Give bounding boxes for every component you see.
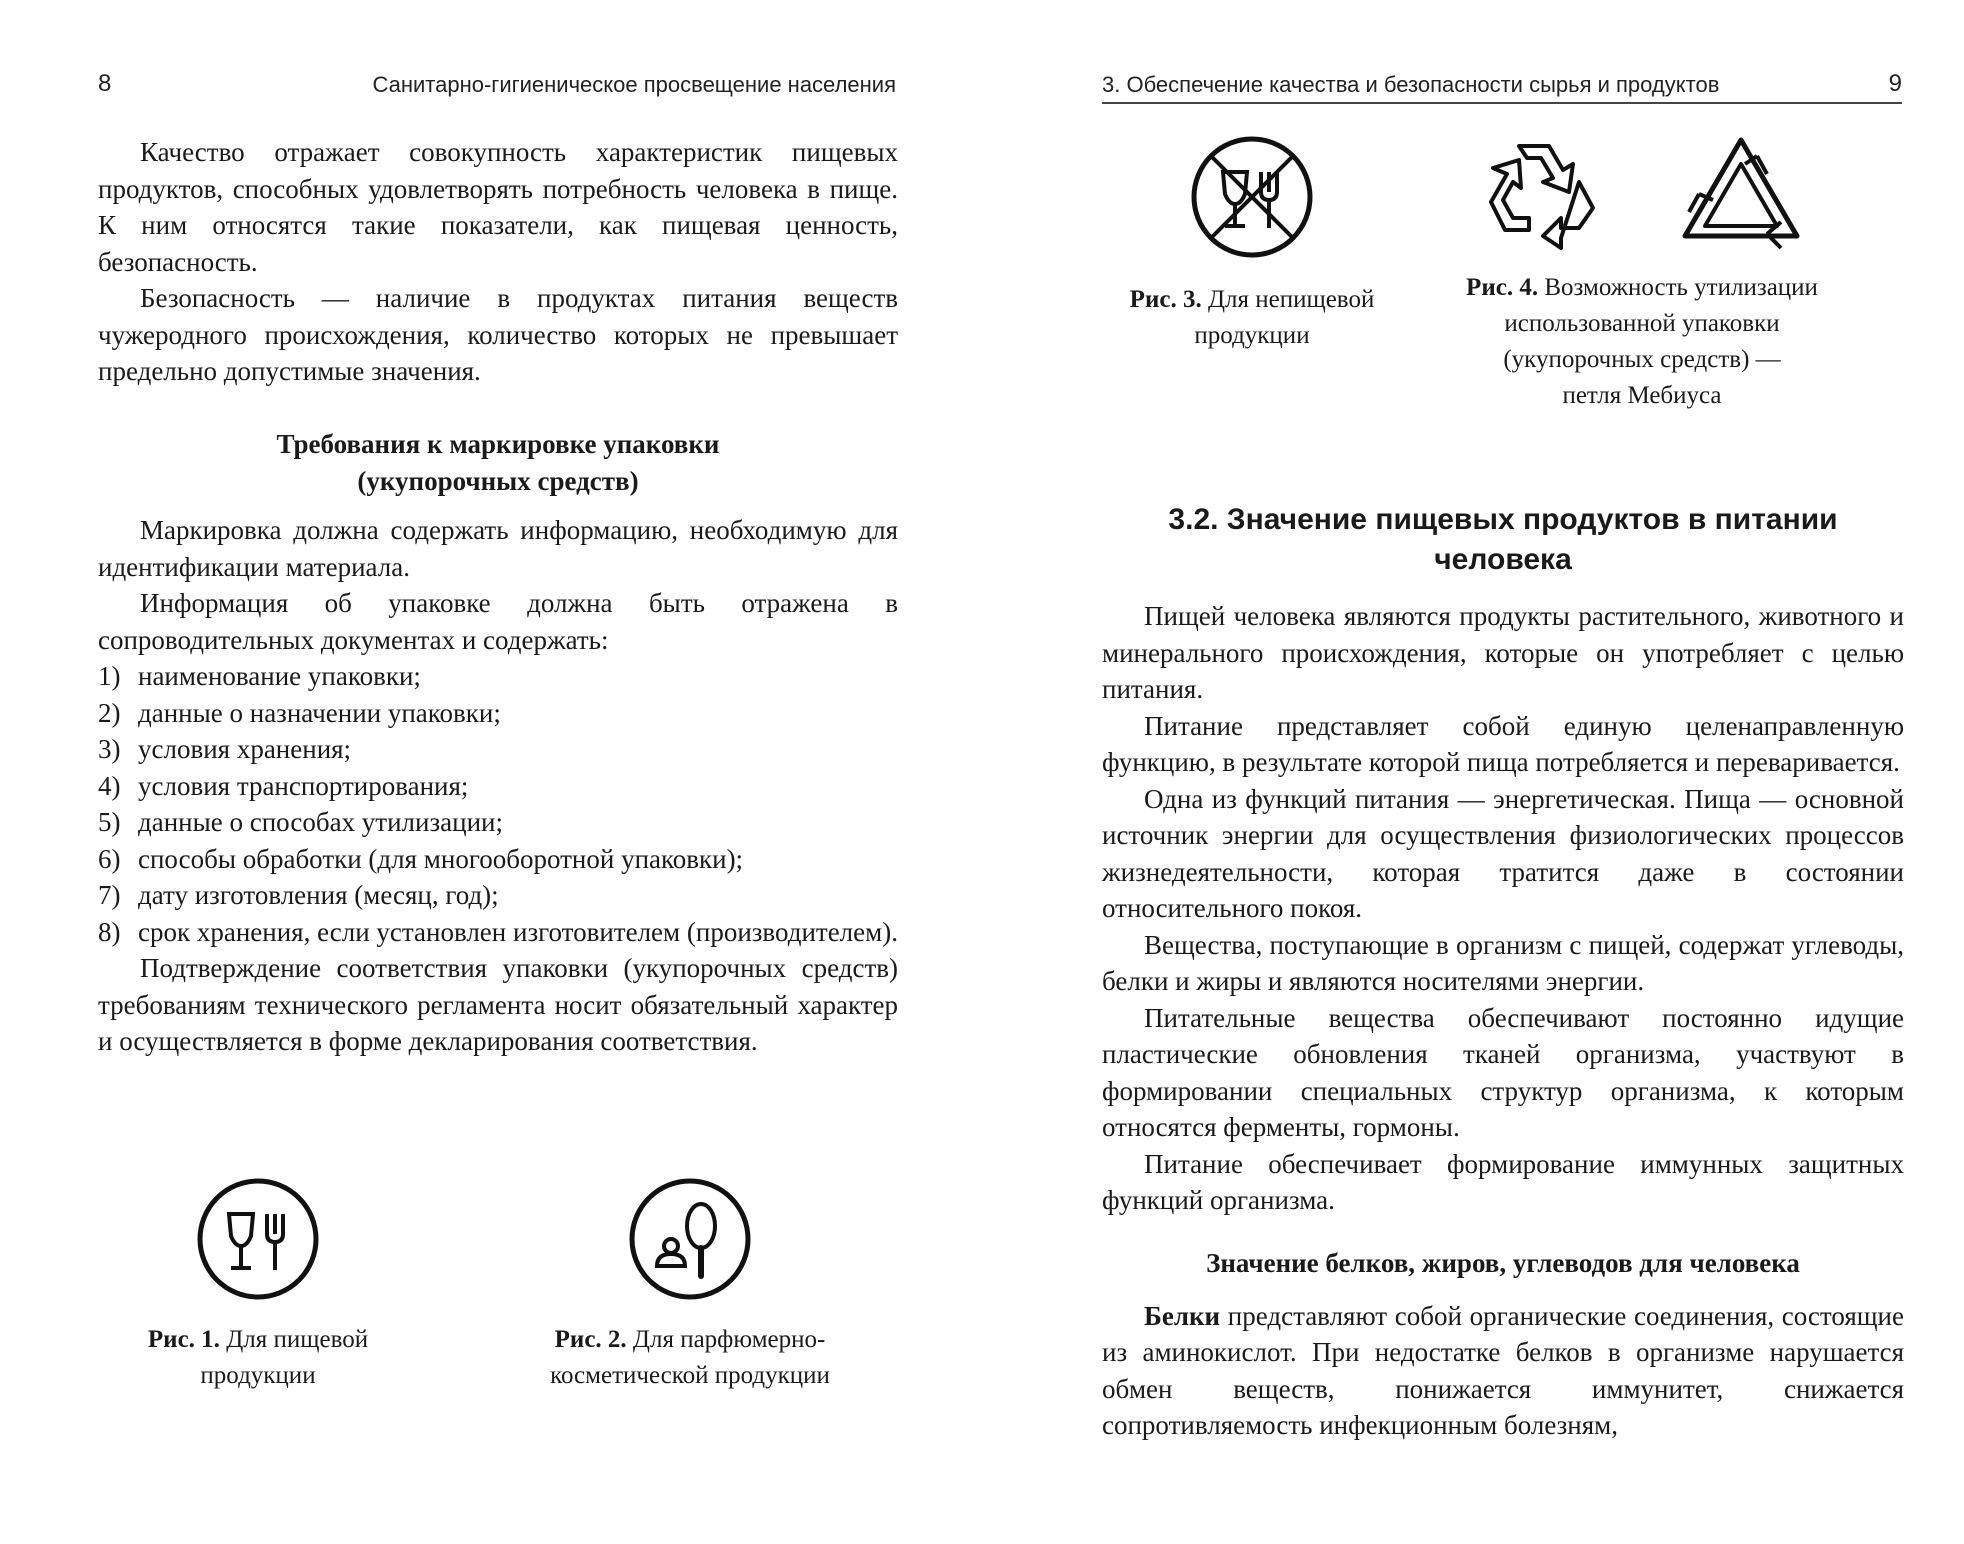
- paragraph-proteins: Белки представляют собой органические соединения, состоящие из аминокислот. При недостатке белков в организме нарушается обмен веществ, понижается иммунитет, снижается сопротивляемость инфекционным болезням,: [1102, 1300, 1904, 1440]
- heading-labeling: Требования к маркировке упаковки (укупорочных средств): [276, 429, 720, 496]
- paragraph-conformity: Подтверждение соответствия упаковки (укупорочных средств) требованиям технического регламента носит обязательный характер и осуществляется в форме декларирования соответствия.: [98, 953, 898, 1056]
- paragraph-food: Пищей человека являются продукты растительного, животного и минерального происхождения, которые он употребляет с целью питания.: [1102, 601, 1904, 704]
- figure-2: Рис. 2. Для парфюмерно- косметической продукции: [520, 1176, 860, 1394]
- paragraph-safety: Безопасность — наличие в продуктах питания веществ чужеродного происхождения, количество которых не превышает предельно допустимые значения.: [98, 283, 898, 386]
- running-head-right: [1102, 58, 1902, 104]
- paragraph-nutrients: Питательные вещества обеспечивают постоянно идущие пластические обновления тканей организма, участвуют в формировании специальных структур организма, к которым относятся ферменты, гормоны.: [1102, 1002, 1904, 1142]
- list-item: 7) дату изготовления (месяц, год);: [98, 880, 499, 910]
- section-heading: 3.2. Значение пищевых продуктов в питании человека: [1168, 503, 1838, 576]
- non-food-crossed-icon: [1189, 134, 1315, 260]
- list-item: 3) условия хранения;: [98, 734, 352, 764]
- mirror-cosmetics-icon: [627, 1176, 753, 1302]
- requirements-list: [98, 658, 898, 950]
- paragraph-info: Информация об упаковке должна быть отражена в сопроводительных документах и содержать:: [98, 588, 898, 655]
- list-item: 4) условия транспортирования;: [98, 770, 469, 801]
- mobius-loop-icon: [1462, 134, 1822, 254]
- paragraph-nutrition: Питание представляет собой единую целенаправленную функцию, в результате которой пища потребляется и переваривается.: [1102, 710, 1904, 777]
- paragraph-substances: Вещества, поступающие в организм с пищей, содержат углеводы, белки и жиры и являются носителями энергии.: [1102, 929, 1904, 996]
- left-text-block-main: [98, 426, 898, 1060]
- right-text-block: [1102, 500, 1904, 1444]
- paragraph-energy: Одна из функций питания — энергетическая. Пища — основной источник энергии для осуществления физиологических процессов жизнедеятельности, которая тратится даже в состоянии относительного покоя.: [1102, 783, 1904, 923]
- recycle-arrows-icon: [1479, 134, 1607, 254]
- page-number-right: 9: [1888, 70, 1902, 97]
- paragraph-labeling: Маркировка должна содержать информацию, необходимую для идентификации материала.: [98, 515, 898, 582]
- page-number-left: 8: [98, 70, 112, 97]
- list-item: 6) способы обработки (для многооборотной упаковки);: [98, 843, 744, 874]
- paragraph-immune: Питание обеспечивает формирование иммунных защитных функций организма.: [1102, 1148, 1904, 1215]
- food-glass-fork-icon: [195, 1176, 321, 1302]
- list-item: 8) срок хранения, если установлен изготовителем (производителем).: [98, 916, 898, 947]
- list-item: 1) наименование упаковки;: [98, 661, 421, 691]
- figure-4: Рис. 4. Возможность утилизации использованной упаковки (укупорочных средств) — петля Мебиуса: [1462, 134, 1822, 414]
- running-title-right: 3. Обеспечение качества и безопасности сырья и продуктов: [1102, 72, 1720, 97]
- list-item: 2) данные о назначении упаковки;: [98, 697, 501, 728]
- mobius-triangle-icon: [1677, 134, 1805, 254]
- bold-term: Белки: [1144, 1300, 1221, 1331]
- list-item: 5) данные о способах утилизации;: [98, 807, 503, 837]
- running-title-left: Санитарно-гигиеническое просвещение населения: [372, 72, 896, 97]
- subheading-proteins: Значение белков, жиров, углеводов для человека: [1206, 1247, 1800, 1278]
- right-page: [982, 0, 1964, 1544]
- figure-1: Рис. 1. Для пищевой продукции: [118, 1176, 398, 1394]
- running-head-left: [98, 58, 896, 98]
- figure-3: Рис. 3. Для непищевой продукции: [1102, 134, 1402, 354]
- paragraph-quality: Качество отражает совокупность характеристик пищевых продуктов, способных удовлетворять потребность человека в пище. К ним относятся такие показатели, как пищевая ценность, безопасность.: [98, 137, 898, 277]
- left-text-block-top: [98, 134, 898, 390]
